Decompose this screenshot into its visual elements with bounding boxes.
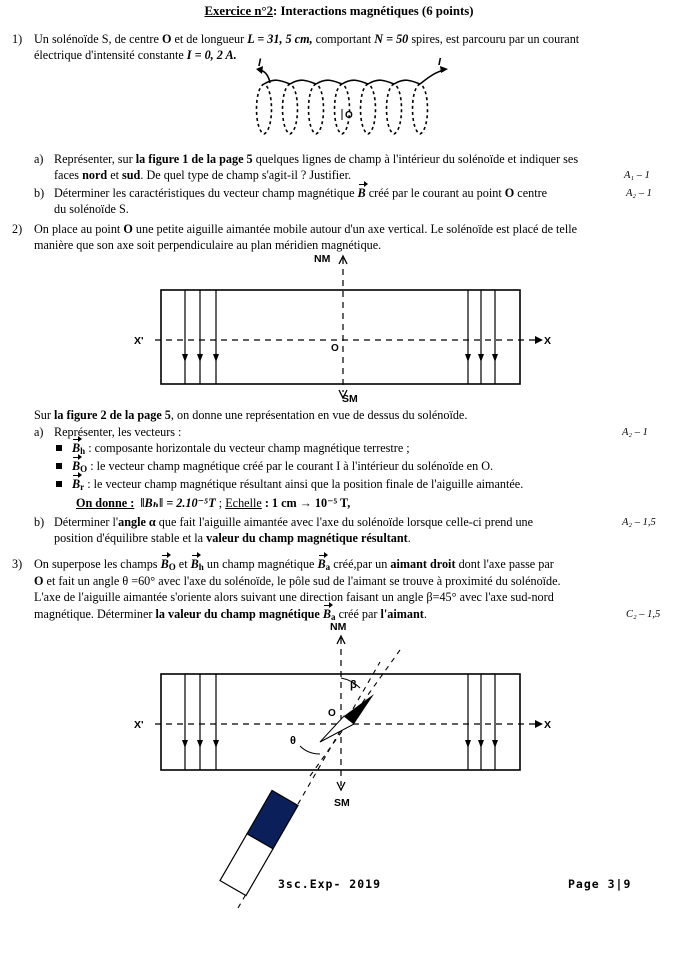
solenoid-top-view-figure [130, 250, 560, 410]
fig3-beta-label: β [350, 679, 357, 691]
q1-line2: électrique d'intensité constante I = 0, 2 A. [34, 48, 237, 62]
q2b-line2: position d'équilibre stable et la valeur du champ magnétique résultant. [54, 531, 411, 545]
q1a-mark: A₁ – 1 [624, 170, 650, 181]
q1-number: 1) [12, 32, 23, 46]
q3-number: 3) [12, 557, 23, 571]
fig2-nm-label: NM [314, 253, 331, 265]
q1a-label: a) [34, 152, 44, 166]
fig2-x-label: X [544, 335, 552, 347]
q2b-mark: A₂ – 1,5 [622, 517, 656, 528]
q1a-line1: Représenter, sur la figure 1 de la page 5 quelques lignes de champ à l'intérieur du solénoïde et indiquer ses [54, 152, 579, 166]
fig2-xprime-label: X' [134, 335, 144, 347]
footer-reference: 3sc.Exp- 2019 [278, 877, 382, 891]
fig1-center-label: O [345, 110, 353, 121]
q2-bullet2: $B_O$ : le vecteur champ magnétique créé par le courant I à l'intérieur du solénoïde en O. [56, 459, 493, 474]
solenoid-coil-figure [230, 58, 460, 148]
q2-bullet1: $B_h$ : composante horizontale du vecteur champ magnétique terrestre ; [56, 441, 410, 456]
q2-line2: manière que son axe soit perpendiculaire au plan méridien magnétique. [34, 238, 382, 252]
q2-number: 2) [12, 222, 23, 236]
q3-mark: C₂ – 1,5 [626, 609, 661, 620]
fig3-nm-label: NM [330, 621, 347, 633]
q1b-label: b) [34, 186, 45, 200]
q3-line3: L'axe de l'aiguille aimantée s'oriente alors suivant une direction faisant un angle β=45° avec l'axe sud-nord [34, 590, 554, 604]
q2-given: On donne : ‖Bₕ‖ = 2.10⁻⁵T ; Echelle : 1 cm → 10⁻⁵ T, [76, 496, 351, 510]
q2-bullet3: $B_r$ : le vecteur champ magnétique résultant ainsi que la position finale de l'aiguille aimantée. [56, 477, 523, 492]
page-number: Page 3|9 [568, 877, 632, 891]
fig3-center-label: O [328, 708, 336, 719]
exercise-title [0, 4, 678, 19]
q3-line1: On superpose les champs $B_O$ et $B_h$ un champ magnétique $B_a$ créé,par un aimant droit dont l'axe passe par [34, 557, 554, 572]
q1b-mark: A₂ – 1 [626, 188, 652, 199]
fig2-sm-label: SM [342, 393, 358, 405]
fig3-sm-label: SM [334, 797, 350, 809]
q2b-line1: Déterminer l'angle α que fait l'aiguille aimantée avec l'axe du solénoïde lorsque celle-ci prend une [54, 515, 534, 529]
exercise-label: Exercice n°2 [204, 4, 273, 18]
q2b-label: b) [34, 515, 45, 529]
q1-line1: Un solénoïde S, de centre O et de longueur L = 31, 5 cm, comportant N = 50 spires, est parcouru par un courant [34, 32, 580, 46]
fig3-xprime-label: X' [134, 719, 144, 731]
fig3-theta-label: θ [290, 735, 296, 747]
fig3-x-label: X [544, 719, 552, 731]
q2a-text: Représenter, les vecteurs : [54, 425, 182, 439]
q2-intro: Sur la figure 2 de la page 5, on donne une représentation en vue de dessus du solénoïde. [34, 408, 468, 422]
q3-line2: O et fait un angle θ =60° avec l'axe du solénoïde, le pôle sud de l'aimant se trouve à proximité du solénoïde. [34, 574, 561, 588]
q2a-mark: A₂ – 1 [622, 427, 648, 438]
q1b-line1: Déterminer les caractéristiques du vecteur champ magnétique B créé par le courant au point O centre [54, 186, 548, 200]
q1b-line2: du solénoïde S. [54, 202, 129, 216]
current-label-left: I [258, 58, 262, 69]
fig2-center-label: O [331, 343, 339, 354]
q1a-line2: faces nord et sud. De quel type de champ s'agit-il ? Justifier. [54, 168, 352, 182]
q2a-label: a) [34, 425, 44, 439]
magnet-superposition-figure [130, 616, 560, 910]
current-label-right: I [438, 58, 442, 68]
q3-line4: magnétique. Déterminer la valeur du champ magnétique $B_a$ créé par l'aimant. [34, 607, 427, 622]
exercise-heading: : Interactions magnétiques (6 points) [273, 4, 474, 18]
q2-line1: On place au point O une petite aiguille aimantée mobile autour d'un axe vertical. Le solénoïde est placé de telle [34, 222, 577, 236]
